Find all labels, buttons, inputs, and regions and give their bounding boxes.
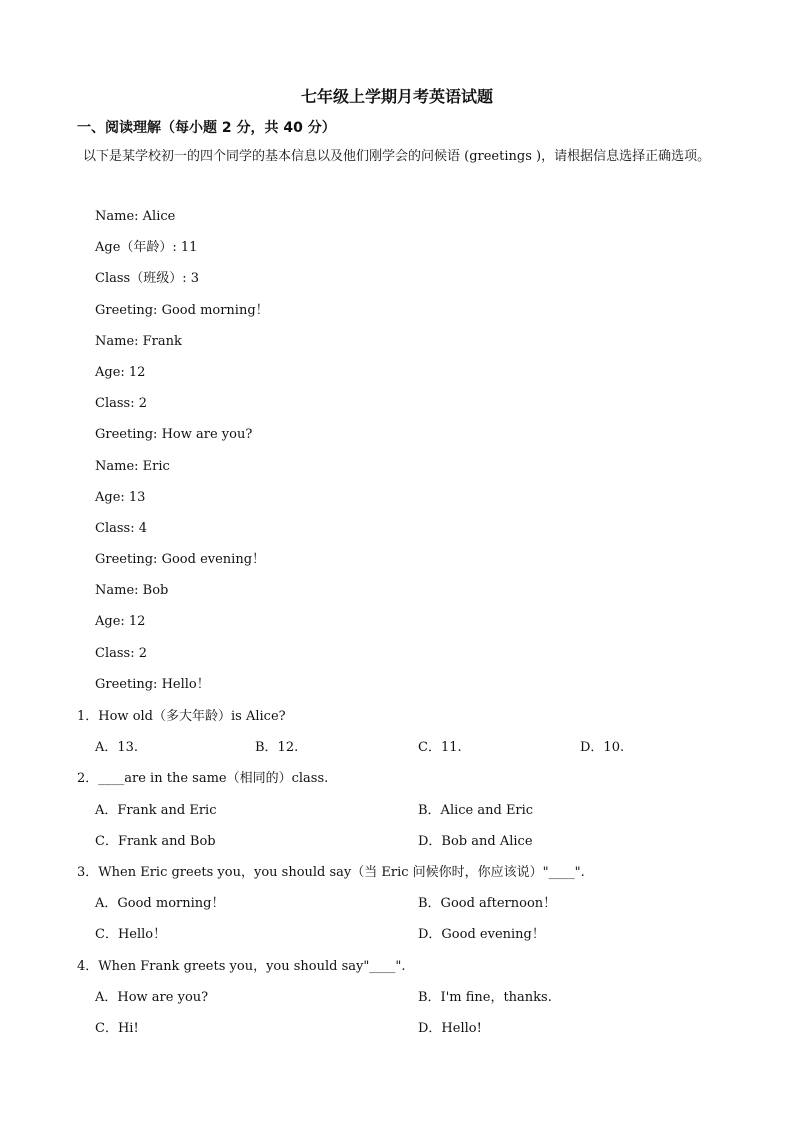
info-line: Age: 12: [95, 614, 146, 630]
question-4: [77, 951, 757, 1045]
info-line: Greeting: How are you?: [95, 427, 253, 443]
options-row: [77, 795, 757, 826]
info-line: Name: Alice: [95, 209, 176, 224]
option-c[interactable]: C．11.: [418, 740, 462, 756]
option-c[interactable]: C．Hi!: [95, 1020, 139, 1036]
option-a[interactable]: A．How are you?: [95, 989, 209, 1005]
options-row: [77, 826, 757, 857]
option-a[interactable]: A．13.: [95, 740, 139, 756]
options-row: [77, 919, 757, 950]
info-line: Greeting: Hello！: [95, 676, 210, 692]
info-line: Class: 4: [95, 520, 147, 536]
option-d[interactable]: D．Bob and Alice: [418, 833, 533, 849]
info-line: Greeting: Good morning！: [95, 302, 269, 318]
options-row: [77, 732, 757, 763]
option-c[interactable]: C．Hello！: [95, 927, 167, 943]
option-c[interactable]: C．Frank and Bob: [95, 833, 216, 849]
reading-instructions: 以下是某学校初一的四个同学的基本信息以及他们刚学会的问候语 (greetings )，请根据信息选择正确选项。: [83, 149, 711, 164]
info-line: Name: Eric: [95, 458, 170, 474]
exam-title: 七年级上学期月考英语试题: [300, 87, 493, 106]
option-d[interactable]: D．Good evening！: [418, 927, 545, 943]
info-line: Age: 12: [95, 364, 146, 380]
info-line: Name: Frank: [95, 333, 182, 349]
option-d[interactable]: D．Hello!: [418, 1020, 482, 1036]
option-b[interactable]: B．Alice and Eric: [418, 802, 534, 818]
info-line: Greeting: Good evening！: [95, 552, 266, 568]
question-stem: 1．How old（多大年龄）is Alice?: [77, 709, 286, 724]
option-a[interactable]: A．Frank and Eric: [95, 802, 217, 818]
info-line: Class: 2: [95, 645, 147, 661]
info-line: Class: 2: [95, 396, 147, 412]
question-stem: 2．____are in the same（相同的）class.: [77, 771, 329, 787]
info-line: Age: 13: [95, 489, 146, 505]
options-row: [77, 982, 757, 1013]
question-stem: 3．When Eric greets you，you should say（当 Eric 问候你时，你应该说）"____".: [77, 864, 585, 880]
options-row: [77, 1013, 757, 1044]
info-line: Age（年龄）: 11: [95, 240, 198, 256]
option-b[interactable]: B．Good afternoon！: [418, 896, 557, 912]
option-a[interactable]: A．Good morning！: [95, 896, 225, 912]
question-2: [77, 763, 757, 857]
question-list: [77, 701, 757, 1044]
question-3: [77, 857, 757, 951]
question-1: [77, 701, 757, 763]
option-d[interactable]: D．10.: [580, 740, 625, 756]
section-heading: 一、阅读理解（每小题 2 分，共 40 分）: [77, 120, 336, 136]
info-line: Name: Bob: [95, 583, 169, 599]
question-stem: 4．When Frank greets you，you should say"____".: [77, 958, 406, 974]
options-row: [77, 888, 757, 919]
option-b[interactable]: B．I'm fine，thanks.: [418, 989, 552, 1005]
option-b[interactable]: B．12.: [255, 740, 299, 756]
student-info-list: [95, 201, 269, 700]
info-line: Class（班级）: 3: [95, 271, 199, 287]
